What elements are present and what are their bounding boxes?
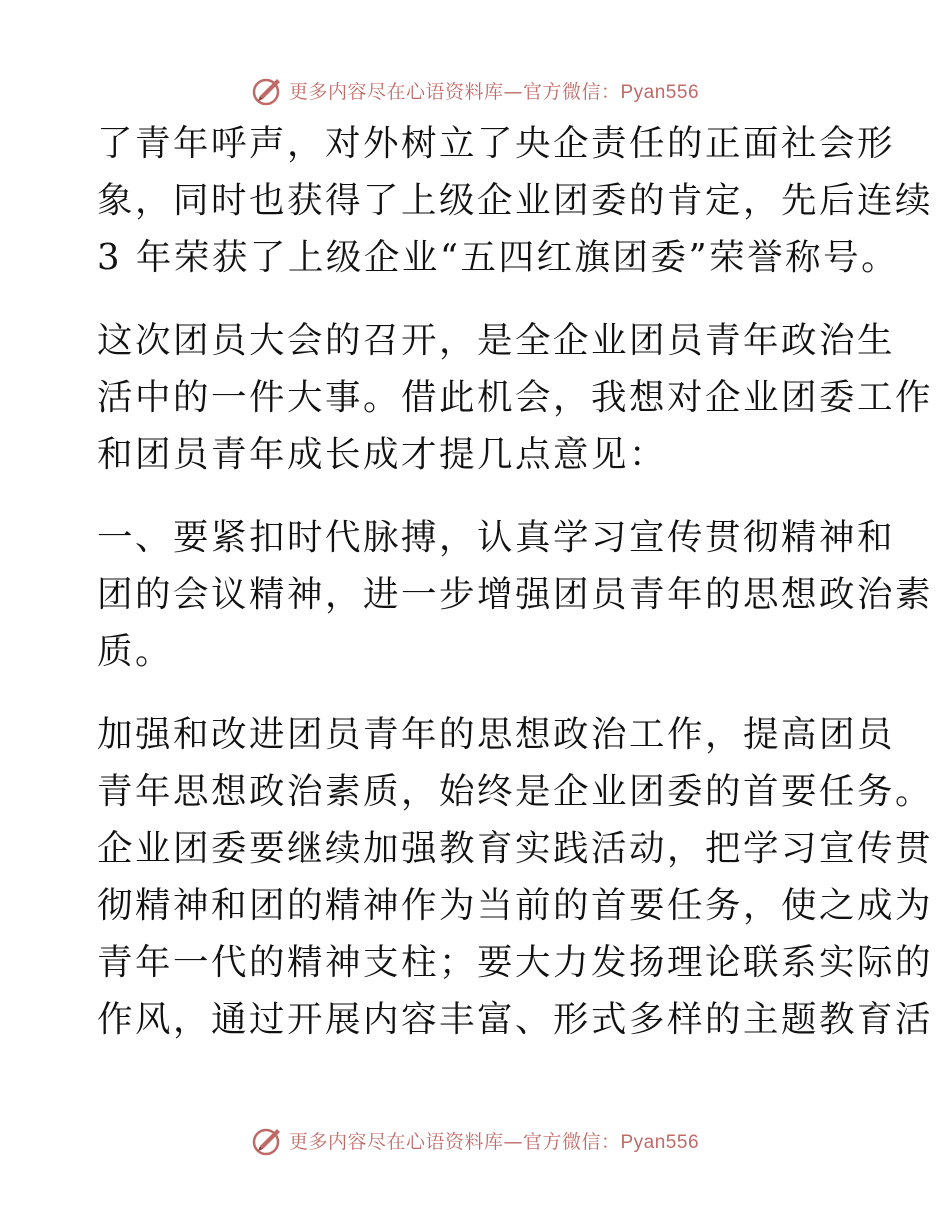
watermark-text	[289, 1127, 699, 1154]
text-line: 活中的一件大事。借此机会，我想对企业团委工作	[97, 377, 934, 418]
text-line: 团的会议精神，进一步增强团员青年的思想政治素	[97, 574, 934, 615]
text-line: 彻精神和团的精神作为当前的首要任务，使之成为	[97, 885, 934, 926]
document-body	[97, 115, 934, 1074]
footer-watermark	[0, 1120, 950, 1160]
header-watermark	[0, 70, 950, 110]
paragraph	[97, 312, 934, 483]
paragraph-section-heading	[97, 509, 934, 680]
text-line: 企业团委要继续加强教育实践活动，把学习宣传贯	[97, 828, 934, 869]
text-line: 作风，通过开展内容丰富、形式多样的主题教育活	[97, 999, 934, 1040]
watermark-text	[289, 77, 699, 104]
text-line: 3 年荣获了上级企业“五四红旗团委”荣誉称号。	[97, 237, 900, 278]
text-line: 了青年呼声，对外树立了央企责任的正面社会形	[97, 123, 896, 164]
text-line: 和团员青年成长成才提几点意见：	[97, 434, 668, 475]
text-line: 青年一代的精神支柱；要大力发扬理论联系实际的	[97, 942, 934, 983]
text-line: 这次团员大会的召开，是全企业团员青年政治生	[97, 320, 896, 361]
text-line: 象，同时也获得了上级企业团委的肯定，先后连续	[97, 180, 934, 221]
text-line: 加强和改进团员青年的思想政治工作，提高团员	[97, 714, 896, 755]
watermark-label: 更多内容尽在心语资料库—官方微信：	[288, 80, 621, 103]
text-line: 一、要紧扣时代脉搏，认真学习宣传贯彻精神和	[97, 517, 896, 558]
text-line: 青年思想政治素质，始终是企业团委的首要任务。	[97, 771, 934, 812]
quill-circle-icon	[251, 73, 285, 107]
quill-circle-icon	[251, 1123, 285, 1157]
watermark-wechat-id: Pyan556	[620, 1131, 700, 1153]
watermark-wechat-id: Pyan556	[620, 81, 700, 103]
paragraph	[97, 115, 934, 286]
watermark-label: 更多内容尽在心语资料库—官方微信：	[288, 1130, 621, 1153]
paragraph	[97, 706, 934, 1048]
text-line: 质。	[97, 631, 174, 672]
